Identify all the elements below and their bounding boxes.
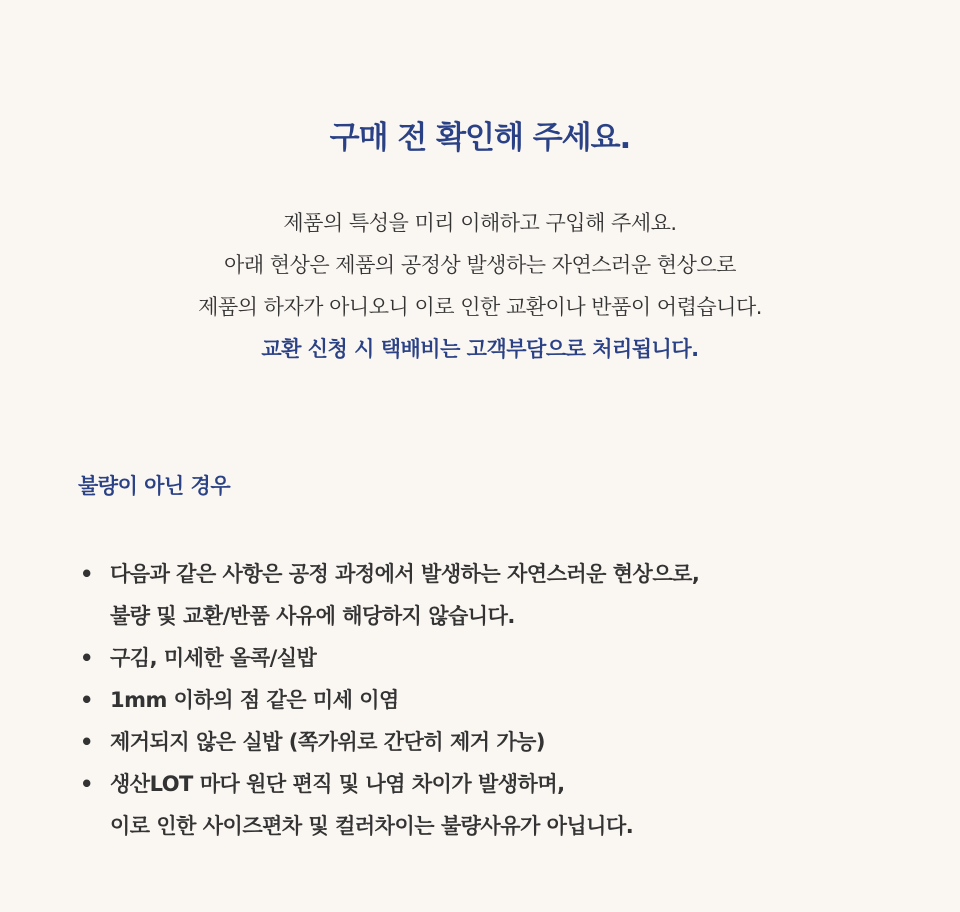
list-item-line: 제거되지 않은 실밥 (쪽가위로 간단히 제거 가능)	[110, 730, 545, 754]
page-title: 구매 전 확인해 주세요.	[329, 120, 631, 156]
section-heading-not-defective: 불량이 아닌 경우	[78, 474, 231, 498]
intro-line: 아래 현상은 제품의 공정상 발생하는 자연스러운 현상으로	[224, 253, 736, 277]
list-item-line: 생산LOT 마다 원단 편직 및 나염 차이가 발생하며,	[110, 772, 565, 796]
bullet-icon: •	[80, 772, 93, 796]
list-item-line: 1mm 이하의 점 같은 미세 이염	[110, 688, 399, 712]
intro-text	[0, 202, 960, 370]
list-item-line: 불량 및 교환/반품 사유에 해당하지 않습니다.	[110, 604, 515, 628]
list-item-text	[110, 721, 545, 763]
list-item	[78, 721, 878, 763]
list-item-text	[110, 637, 316, 679]
list-item-line: 다음과 같은 사항은 공정 과정에서 발생하는 자연스러운 현상으로,	[110, 562, 700, 586]
list-item	[78, 679, 878, 721]
bullet-icon: •	[80, 688, 93, 712]
intro-line: 제품의 하자가 아니오니 이로 인한 교환이나 반품이 어렵습니다.	[198, 295, 762, 319]
intro-line: 제품의 특성을 미리 이해하고 구입해 주세요.	[283, 211, 677, 235]
bullet-icon: •	[80, 730, 93, 754]
bullet-icon: •	[80, 646, 93, 670]
list-item-text	[110, 679, 399, 721]
list-item-text	[110, 553, 699, 637]
list-item-line: 이로 인한 사이즈편차 및 컬러차이는 불량사유가 아닙니다.	[110, 814, 634, 838]
list-item	[78, 763, 878, 847]
list-item-text	[110, 763, 633, 847]
list-item	[78, 553, 878, 637]
list-item-line: 구김, 미세한 올콕/실밥	[110, 646, 317, 670]
shipping-fee-note: 교환 신청 시 택배비는 고객부담으로 처리됩니다.	[261, 337, 699, 361]
bullet-icon: •	[80, 562, 93, 586]
not-defective-list	[78, 553, 878, 847]
list-item	[78, 637, 878, 679]
